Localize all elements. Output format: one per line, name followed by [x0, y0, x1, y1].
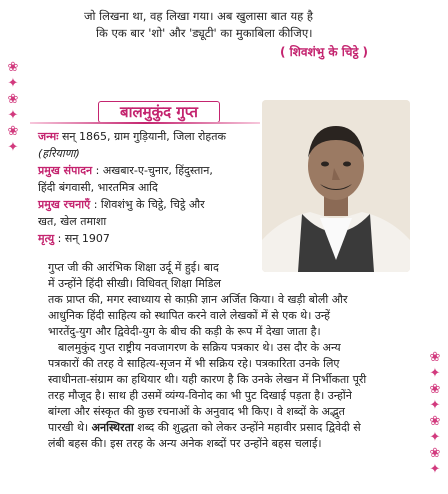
quote-source: ( शिवशंभु के चिट्ठे ): [279, 45, 368, 59]
text-line: बांग्ला और संस्कृत की कुछ रचनाओं के अनुवाद भी किए। वे शब्दों के अद्भुत: [48, 405, 345, 418]
highlighted-word: अनस्थिरता: [91, 421, 134, 434]
works-value-cont: खत, खेल तमाशा: [38, 215, 107, 228]
text-line: आधुनिक हिंदी साहित्य को स्थापित करने वाले लेखकों में से एक थे। उन्हें: [48, 309, 331, 322]
text-line: बालमुकुंद गुप्त राष्ट्रीय नवजागरण के सक्रिय पत्रकार थे। उस दौर के अन्य: [58, 341, 341, 354]
editing-value-cont: हिंदी बंगवासी, भारतमित्र आदि: [38, 181, 158, 194]
author-bio: [38, 128, 266, 247]
text-line: तरह मौजूद है। साथ ही उसमें व्यंग्य-विनोद का भी पुट दिखाई पड़ता है। उन्होंने: [48, 389, 352, 402]
text-fragment: पारखी थे।: [48, 421, 92, 434]
name-underline-divider: [30, 122, 260, 124]
text-line: तक प्राप्त की, मगर स्वाध्याय से काफ़ी ज्ञान अर्जित किया। वे खड़ी बोली और: [48, 293, 348, 306]
author-name: बालमुकुंद गुप्त: [98, 101, 220, 123]
quote-line: कि एक बार 'शो' और 'ड्यूटी' का मुकाबिला कीजिए।: [96, 26, 313, 40]
text-line: पत्रकारों की तरह वे साहित्य-सृजन में भी सक्रिय रहे। पत्रकारिता उनके लिए: [48, 357, 340, 370]
quote-line: जो लिखना था, वह लिखा गया। अब खुलासा बात यह है: [84, 9, 314, 23]
works-value: : शिवशंभु के चिट्ठे, चिट्ठे और: [93, 198, 205, 211]
text-line: में उन्होंने हिंदी सीखी। विधिवत् शिक्षा मिडिल: [48, 277, 221, 290]
epigraph-quote: [84, 8, 374, 61]
bio-editing: [38, 162, 266, 179]
death-label: मृत्यु: [38, 232, 55, 245]
right-margin-ornament: ❀ ✦ ❀ ✦ ❀ ✦ ❀ ✦: [429, 350, 441, 477]
text-line: लंबी बहस की। इस तरह के अन्य अनेक शब्दों पर उन्होंने बहस चलाई।: [48, 437, 322, 450]
text-line-with-bold: [48, 420, 410, 436]
editing-value: : अखबार-ए-चुनार, हिंदुस्तान,: [95, 164, 213, 177]
text-line: स्वाधीनता-संग्राम का हथियार थी। यही कारण है कि उनके लेखन में निर्भीकता पूरी: [48, 373, 367, 386]
portrait-illustration: [262, 100, 410, 272]
bio-death: [38, 230, 266, 247]
text-line: गुप्त जी की आरंभिक शिक्षा उर्दू में हुई। बाद: [48, 261, 219, 274]
birth-label: जन्मः: [38, 130, 59, 143]
text-line: भारतेंदु-युग और द्विवेदी-युग के बीच की कड़ी के रूप में देखा जाता है।: [48, 325, 321, 338]
bio-works: [38, 196, 266, 213]
works-label: प्रमुख रचनाएँ: [38, 198, 91, 211]
birth-value-cont: (हरियाणा): [38, 147, 80, 160]
editing-label: प्रमुख संपादन: [38, 164, 93, 177]
bio-birth: [38, 128, 266, 145]
death-value: : सन् 1907: [57, 232, 110, 245]
biography-text: [48, 260, 410, 452]
birth-value: सन् 1865, ग्राम गुड़ियानी, जिला रोहतक: [61, 130, 226, 143]
author-portrait: [262, 100, 410, 272]
text-fragment: शब्द की शुद्धता को लेकर उन्होंने महावीर प्रसाद द्विवेदी से: [133, 421, 361, 434]
left-margin-ornament: ❀ ✦ ❀ ✦ ❀ ✦: [7, 60, 19, 155]
